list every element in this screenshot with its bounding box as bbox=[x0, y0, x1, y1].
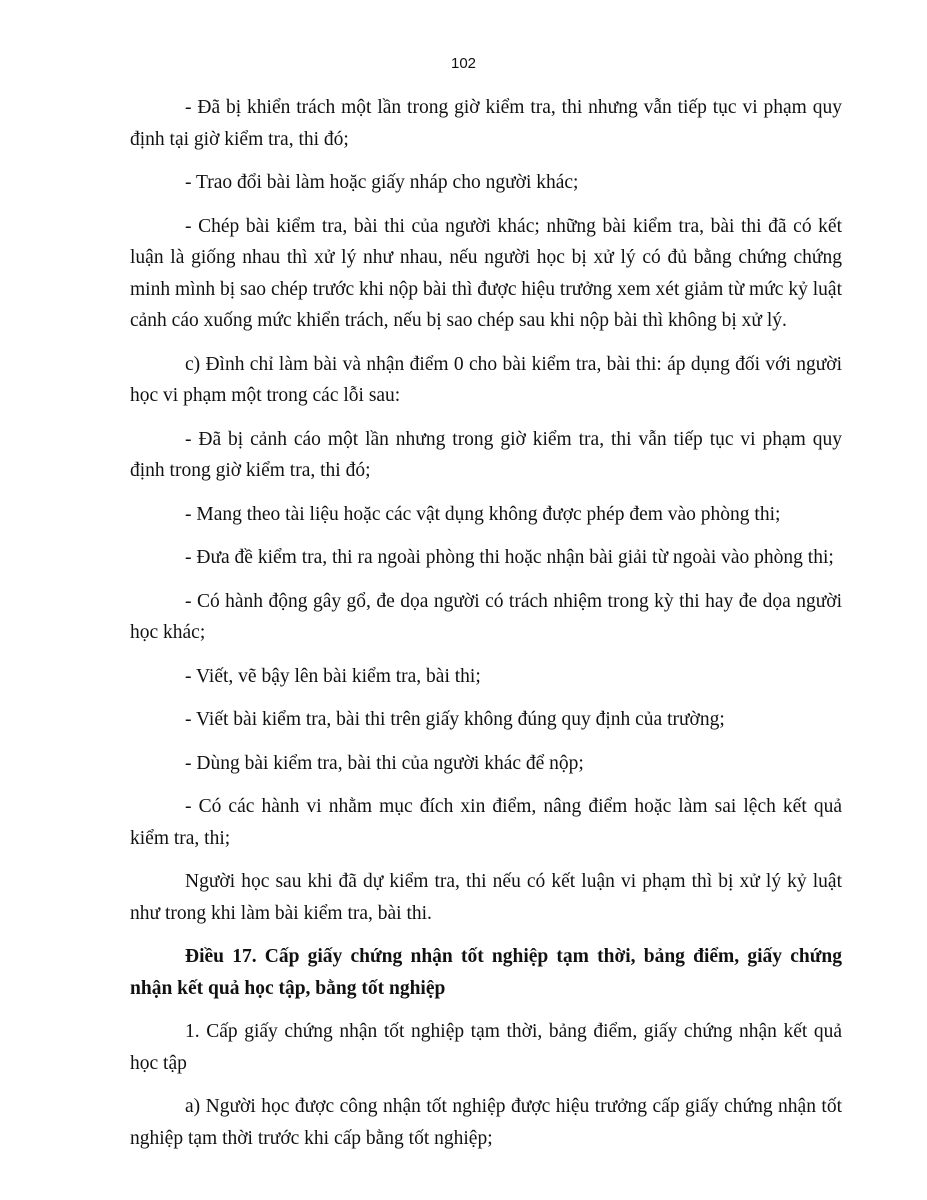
paragraph: Người học sau khi đã dự kiểm tra, thi nếu có kết luận vi phạm thì bị xử lý kỷ luật như trong khi làm bài kiểm tra, bài thi. bbox=[130, 871, 842, 924]
page-number: 102 bbox=[450, 55, 477, 72]
paragraph: - Có các hành vi nhằm mục đích xin điểm, nâng điểm hoặc làm sai lệch kết quả kiểm tra, thi; bbox=[130, 796, 842, 849]
paragraph: - Viết bài kiểm tra, bài thi trên giấy không đúng quy định của trường; bbox=[185, 709, 725, 730]
paragraph: 1. Cấp giấy chứng nhận tốt nghiệp tạm thời, bảng điểm, giấy chứng nhận kết quả học tập bbox=[130, 1021, 842, 1074]
paragraph: - Viết, vẽ bậy lên bài kiểm tra, bài thi; bbox=[185, 665, 481, 687]
paragraph: - Dùng bài kiểm tra, bài thi của người khác để nộp; bbox=[185, 752, 584, 774]
paragraph: - Đã bị cảnh cáo một lần nhưng trong giờ kiểm tra, thi vẫn tiếp tục vi phạm quy định trong giờ kiểm tra, thi đó; bbox=[130, 428, 842, 481]
document-body bbox=[130, 92, 842, 1166]
paragraph: - Đưa đề kiểm tra, thi ra ngoài phòng thi hoặc nhận bài giải từ ngoài vào phòng thi; bbox=[185, 547, 834, 568]
paragraph: a) Người học được công nhận tốt nghiệp được hiệu trưởng cấp giấy chứng nhận tốt nghiệp tạm thời trước khi cấp bằng tốt nghiệp; bbox=[130, 1096, 842, 1149]
paragraph: - Chép bài kiểm tra, bài thi của người khác; những bài kiểm tra, bài thi đã có kết luận là giống nhau thì xử lý như nhau, nếu người học bị xử lý có đủ bằng chứng chứng minh mình bị sao chép trước khi nộp bài thì được hiệu trưởng xem xét giảm từ mức kỷ luật cảnh cáo xuống mức khiển trách, nếu bị sao chép sau khi nộp bài thì không bị xử lý. bbox=[130, 215, 842, 331]
paragraph: - Có hành động gây gổ, đe dọa người có trách nhiệm trong kỳ thi hay đe dọa người học khác; bbox=[130, 590, 842, 643]
paragraph: - Trao đổi bài làm hoặc giấy nháp cho người khác; bbox=[185, 172, 579, 193]
paragraph: - Đã bị khiển trách một lần trong giờ kiểm tra, thi nhưng vẫn tiếp tục vi phạm quy định tại giờ kiểm tra, thi đó; bbox=[130, 97, 842, 150]
paragraph: c) Đình chỉ làm bài và nhận điểm 0 cho bài kiểm tra, bài thi: áp dụng đối với người học vi phạm một trong các lỗi sau: bbox=[130, 353, 842, 406]
article-heading: Điều 17. Cấp giấy chứng nhận tốt nghiệp tạm thời, bảng điểm, giấy chứng nhận kết quả học tập, bằng tốt nghiệp bbox=[130, 946, 842, 999]
paragraph: - Mang theo tài liệu hoặc các vật dụng không được phép đem vào phòng thi; bbox=[185, 503, 781, 525]
